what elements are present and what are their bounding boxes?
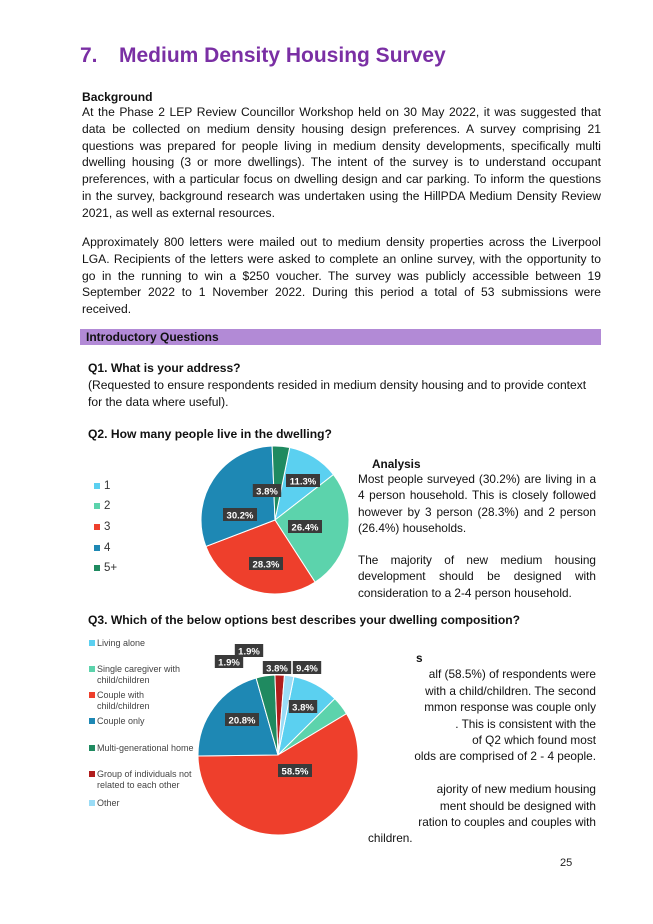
q3-analysis-line: children. bbox=[368, 831, 413, 846]
q3-analysis-line: of Q2 which found most bbox=[472, 732, 596, 747]
q2-title: Q2. How many people live in the dwelling? bbox=[88, 427, 332, 441]
svg-text:20.8%: 20.8% bbox=[228, 715, 256, 727]
svg-text:3.8%: 3.8% bbox=[292, 702, 314, 714]
svg-text:9.4%: 9.4% bbox=[296, 663, 318, 675]
legend-label: 4 bbox=[104, 542, 111, 554]
legend-label: 2 bbox=[104, 500, 111, 512]
q3-legend-item bbox=[89, 716, 197, 727]
q3-analysis-line: s bbox=[416, 651, 423, 665]
legend-swatch bbox=[94, 503, 100, 509]
q1-title: Q1. What is your address? bbox=[88, 361, 241, 375]
legend-label: Other bbox=[97, 798, 120, 808]
q3-analysis-line: ment should be designed with bbox=[439, 798, 596, 813]
legend-label: 1 bbox=[104, 480, 111, 492]
q3-analysis-line: with a child/children. The second bbox=[425, 683, 596, 698]
legend-swatch bbox=[94, 545, 100, 551]
q3-analysis-line: . This is consistent with the bbox=[455, 716, 596, 731]
q3-analysis-line: olds are comprised of 2 - 4 people. bbox=[414, 749, 596, 764]
legend-label: 3 bbox=[104, 521, 111, 533]
svg-text:11.3%: 11.3% bbox=[289, 476, 317, 488]
q3-legend-item bbox=[89, 664, 197, 685]
q3-analysis-line bbox=[368, 765, 596, 781]
legend-swatch bbox=[89, 745, 95, 751]
q3-analysis-line: ajority of new medium housing bbox=[436, 782, 596, 797]
svg-text:30.2%: 30.2% bbox=[226, 510, 254, 522]
legend-swatch bbox=[89, 692, 95, 698]
q2-legend-item bbox=[94, 500, 110, 512]
section-heading bbox=[80, 44, 446, 68]
svg-text:28.3%: 28.3% bbox=[252, 559, 280, 571]
q2-analysis-p1: Most people surveyed (30.2%) are living in a 4 person household. This is closely followed however by 3 person (28.3%) and 2 person (26.4%) households. bbox=[358, 472, 596, 536]
q3-legend-item bbox=[89, 638, 197, 649]
page-number: 25 bbox=[560, 857, 573, 869]
pie1-data-label-3 bbox=[223, 508, 257, 522]
background-paragraph-2: Approximately 800 letters were mailed out to medium density properties across the Liverpool LGA. Recipients of the letters were asked to complete an online survey, with the opportunity to go in the running to win a $250 voucher. The survey was publicly accessible between 19 September 2022 to 1 November 2022. During this period a total of 53 submissions were received. bbox=[82, 235, 601, 317]
q3-legend-item bbox=[89, 743, 197, 754]
legend-swatch bbox=[94, 483, 100, 489]
svg-text:1.9%: 1.9% bbox=[238, 646, 260, 658]
legend-label: Single caregiver with child/children bbox=[97, 664, 181, 685]
legend-label: Group of individuals not related to each other bbox=[97, 769, 192, 790]
q2-analysis-title: Analysis bbox=[372, 457, 421, 471]
legend-swatch bbox=[94, 565, 100, 571]
svg-text:3.8%: 3.8% bbox=[256, 486, 278, 498]
legend-swatch bbox=[89, 800, 95, 806]
pie1-data-label-1 bbox=[288, 520, 322, 534]
background-title: Background bbox=[82, 90, 153, 104]
legend-label: 5+ bbox=[104, 562, 118, 574]
q2-analysis-p2: The majority of new medium housing development should be designed with consideration to a 2-4 person household. bbox=[358, 553, 596, 600]
q3-analysis bbox=[368, 650, 596, 847]
legend-swatch bbox=[89, 666, 95, 672]
background-paragraph-1: At the Phase 2 LEP Review Councillor Workshop held on 30 May 2022, it was suggested that data be collected on medium density housing design preferences. A survey comprising 21 questions was prepared for people living in medium density developments, specifically multi dwelling housing (3 or more dwellings). The intent of the survey is to understand occupant preferences, with a particular focus on dwelling design and car parking. To inform the questions in the survey, background research was undertaken using the HillPDA Medium Density Review 2021, as well as external resources. bbox=[82, 105, 601, 220]
pie2-data-label-3 bbox=[225, 713, 259, 727]
legend-swatch bbox=[94, 524, 100, 530]
pie1-data-label-0 bbox=[286, 474, 320, 488]
pie1-data-label-4 bbox=[253, 484, 281, 498]
pie2-data-label-4 bbox=[263, 661, 291, 675]
q2-legend-item bbox=[94, 562, 117, 574]
pie2-data-label-2 bbox=[278, 764, 312, 778]
legend-label: Multi-generational home bbox=[97, 743, 194, 753]
q2-legend-item bbox=[94, 521, 110, 533]
q3-title: Q3. Which of the below options best describes your dwelling composition? bbox=[88, 613, 521, 627]
section-number: 7. bbox=[80, 44, 98, 67]
legend-label: Living alone bbox=[97, 638, 146, 648]
q3-analysis-line: ration to couples and couples with bbox=[418, 814, 596, 829]
q3-legend-item bbox=[89, 690, 197, 711]
legend-swatch bbox=[89, 640, 95, 646]
svg-text:3.8%: 3.8% bbox=[266, 663, 288, 675]
legend-label: Couple with child/children bbox=[97, 690, 150, 711]
legend-swatch bbox=[89, 718, 95, 724]
q3-analysis-line: alf (58.5%) of respondents were bbox=[428, 667, 596, 682]
q2-pie-chart bbox=[190, 446, 360, 596]
legend-label: Couple only bbox=[97, 716, 145, 726]
svg-text:26.4%: 26.4% bbox=[291, 522, 319, 534]
svg-text:58.5%: 58.5% bbox=[281, 766, 309, 778]
q1-text: (Requested to ensure respondents resided in medium density housing and to provide context for the data where useful). bbox=[88, 378, 587, 409]
q2-legend-item bbox=[94, 480, 110, 492]
pie1-data-label-2 bbox=[249, 557, 283, 571]
svg-text:1.9%: 1.9% bbox=[218, 657, 240, 669]
section-title: Medium Density Housing Survey bbox=[119, 44, 446, 67]
pie2-data-label-1 bbox=[289, 700, 317, 714]
q3-analysis-line: mmon response was couple only bbox=[424, 700, 596, 715]
section-band: Introductory Questions bbox=[80, 329, 601, 345]
pie2-data-label-0 bbox=[293, 661, 321, 675]
q3-pie-chart bbox=[196, 640, 366, 845]
legend-swatch bbox=[89, 771, 95, 777]
q3-legend-item bbox=[89, 769, 197, 790]
q3-legend-item bbox=[89, 798, 197, 809]
pie2-data-label-6 bbox=[235, 644, 263, 658]
q2-legend-item bbox=[94, 542, 110, 554]
